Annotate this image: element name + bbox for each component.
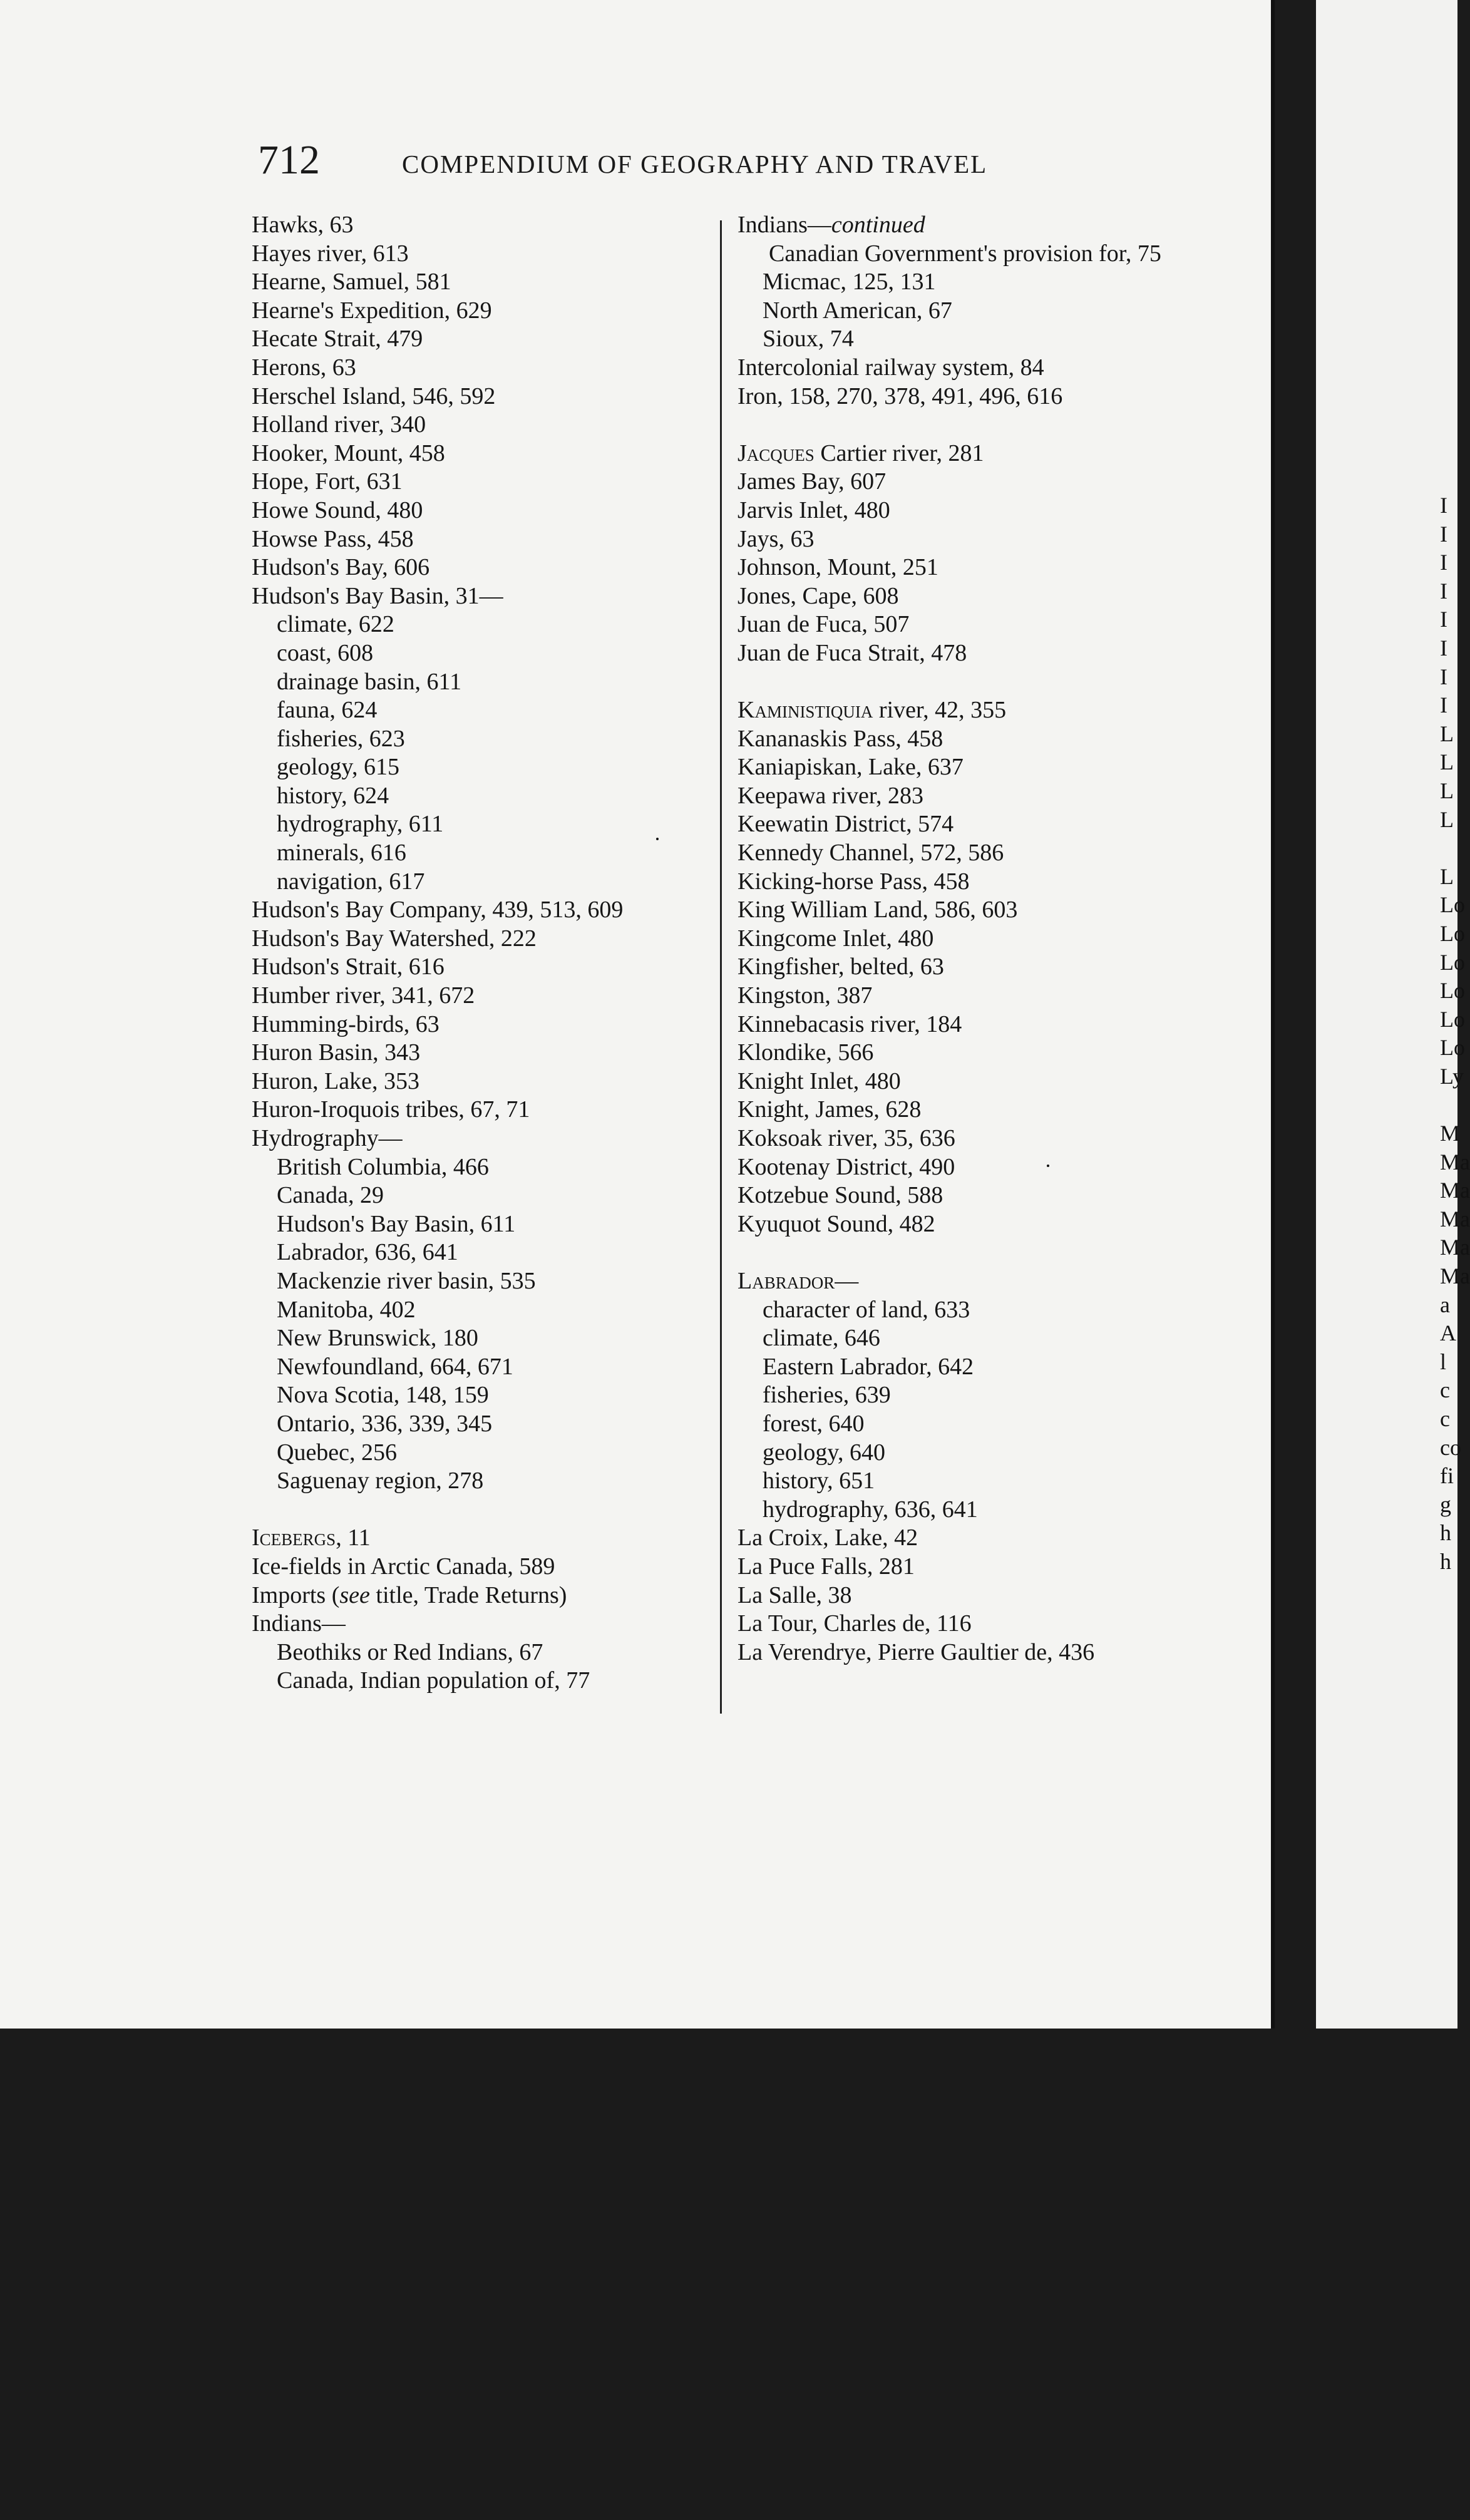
index-entry: Huron-Iroquois tribes, 67, 71 (252, 1096, 530, 1123)
index-entry: Kotzebue Sound, 588 (738, 1182, 943, 1209)
index-subentry: climate, 622 (277, 611, 394, 638)
edge-letter (1440, 834, 1457, 863)
index-entry: Keepawa river, 283 (738, 782, 924, 809)
edge-letter: L (1440, 749, 1454, 775)
index-entry: Iron, 158, 270, 378, 491, 496, 616 (738, 383, 1063, 409)
index-subentry: forest, 640 (763, 1410, 865, 1437)
adjacent-page-letters (1440, 0, 1470, 2520)
index-subentry: history, 624 (277, 782, 389, 809)
index-entry: Knight, James, 628 (738, 1096, 922, 1123)
index-entry: La Croix, Lake, 42 (738, 1525, 918, 1551)
edge-letter: A (1440, 1320, 1456, 1346)
index-entry (738, 1267, 1188, 1296)
edge-letter (1440, 1091, 1457, 1119)
page-header (258, 136, 1084, 187)
index-entry-rest: , 11 (336, 1525, 371, 1551)
index-entry: Hudson's Strait, 616 (252, 954, 445, 980)
index-subentry: Saguenay region, 278 (277, 1468, 484, 1494)
edge-letter: I (1440, 578, 1447, 604)
index-entry (252, 1524, 727, 1553)
edge-letter: Ma (1440, 1235, 1470, 1260)
index-subentry: climate, 646 (763, 1325, 880, 1352)
edge-letter: L (1440, 721, 1454, 746)
index-subentry: fauna, 624 (277, 697, 378, 724)
edge-letter: M (1440, 1121, 1461, 1146)
index-entry: Hope, Fort, 631 (252, 468, 403, 495)
index-subentry: Manitoba, 402 (277, 1296, 416, 1323)
index-column-left (252, 211, 727, 1695)
index-gap (738, 1238, 1188, 1267)
index-subentry: Canada, Indian population of, 77 (277, 1667, 590, 1694)
index-subentry: history, 651 (763, 1468, 875, 1494)
edge-letter: I (1440, 692, 1447, 718)
index-entry: Hearne's Expedition, 629 (252, 297, 492, 324)
index-subentry: Quebec, 256 (277, 1439, 398, 1466)
index-column-right (738, 211, 1188, 1667)
index-letter-heading: Icebergs (252, 1525, 336, 1551)
running-title: COMPENDIUM OF GEOGRAPHY AND TRAVEL (402, 150, 988, 178)
index-entry: La Verendrye, Pierre Gaultier de, 436 (738, 1638, 1095, 1665)
edge-letter: co (1440, 1434, 1461, 1460)
index-letter-heading: Kaministiquia (738, 697, 873, 724)
index-entry: Hudson's Bay, 606 (252, 554, 430, 581)
index-entry: Herschel Island, 546, 592 (252, 383, 496, 409)
edge-letter: L (1440, 806, 1454, 832)
edge-letter: Ma (1440, 1178, 1470, 1203)
edge-letter: I (1440, 635, 1447, 661)
index-entry: Intercolonial railway system, 84 (738, 354, 1044, 381)
index-subentry: Micmac, 125, 131 (763, 269, 936, 296)
ink-speck (1047, 1165, 1049, 1167)
index-entry: Jones, Cape, 608 (738, 582, 899, 609)
index-subentry: New Brunswick, 180 (277, 1325, 478, 1352)
edge-letter: L (1440, 778, 1454, 803)
index-entry: Jarvis Inlet, 480 (738, 496, 890, 523)
index-entry: La Puce Falls, 281 (738, 1553, 915, 1580)
index-entry: Howse Pass, 458 (252, 525, 414, 552)
index-entry-rest: Cartier river, 281 (814, 440, 984, 466)
index-entry: Kaniapiskan, Lake, 637 (738, 754, 964, 781)
index-subentry: fisheries, 639 (763, 1382, 891, 1409)
index-entry: Juan de Fuca, 507 (738, 611, 910, 638)
index-entry: Kingston, 387 (738, 982, 873, 1009)
index-subentry: Eastern Labrador, 642 (763, 1353, 974, 1380)
index-subentry: Newfoundland, 664, 671 (277, 1353, 513, 1380)
index-entry: Kootenay District, 490 (738, 1153, 955, 1180)
index-entry: Klondike, 566 (738, 1039, 874, 1066)
edge-letter: Ma (1440, 1263, 1470, 1289)
edge-letter: Lo (1440, 1006, 1465, 1032)
index-entry: Kananaskis Pass, 458 (738, 725, 943, 752)
index-entry: Humming-birds, 63 (252, 1011, 439, 1037)
edge-letter: a (1440, 1292, 1450, 1317)
index-subentry: Sioux, 74 (763, 326, 854, 352)
edge-letter: g (1440, 1491, 1451, 1517)
edge-letter: I (1440, 607, 1447, 632)
index-entry: Kennedy Channel, 572, 586 (738, 840, 1004, 867)
index-subentry: Mackenzie river basin, 535 (277, 1267, 536, 1294)
index-letter-heading: Labrador (738, 1267, 835, 1294)
index-entry: Ice-fields in Arctic Canada, 589 (252, 1553, 555, 1580)
index-entry: Imports (see title, Trade Returns) (252, 1581, 567, 1608)
column-divider (720, 220, 722, 1714)
edge-letter: fi (1440, 1463, 1454, 1489)
edge-letter: L (1440, 863, 1454, 889)
edge-letter: Lo (1440, 920, 1465, 946)
edge-letter: Lo (1440, 1035, 1465, 1061)
edge-letter: I (1440, 521, 1447, 547)
index-entry (738, 440, 1188, 468)
index-entry: Kicking-horse Pass, 458 (738, 868, 970, 895)
index-entry: La Tour, Charles de, 116 (738, 1610, 972, 1637)
edge-letter: h (1440, 1548, 1451, 1574)
index-gap (252, 1496, 727, 1525)
index-entry: Hearne, Samuel, 581 (252, 269, 451, 296)
edge-letter: I (1440, 493, 1447, 518)
index-entry: Hudson's Bay Company, 439, 513, 609 (252, 897, 624, 923)
index-subentry: navigation, 617 (277, 868, 425, 895)
index-entry: Hudson's Bay Basin, 31— (252, 582, 503, 609)
ink-speck (656, 838, 659, 840)
index-entry: Keewatin District, 574 (738, 811, 954, 838)
index-subentry: Hudson's Bay Basin, 611 (277, 1210, 516, 1237)
index-entry: Humber river, 341, 672 (252, 982, 475, 1009)
index-subentry: Canadian Government's provision for, 75 (769, 240, 1161, 267)
index-entry: Huron Basin, 343 (252, 1039, 421, 1066)
index-subentry: hydrography, 636, 641 (763, 1496, 978, 1523)
edge-letter: I (1440, 550, 1447, 575)
edge-letter: I (1440, 664, 1447, 689)
index-entry: Juan de Fuca Strait, 478 (738, 639, 967, 666)
edge-letter: Ma (1440, 1206, 1470, 1232)
index-subentry: drainage basin, 611 (277, 668, 462, 695)
index-subentry: Nova Scotia, 148, 159 (277, 1382, 489, 1409)
edge-letter: c (1440, 1406, 1450, 1431)
index-entry (738, 696, 1188, 725)
index-entry-rest: — (835, 1267, 859, 1294)
index-entry: Hooker, Mount, 458 (252, 440, 445, 466)
index-entry: Jays, 63 (738, 525, 815, 552)
edge-letter: Ly (1440, 1063, 1464, 1089)
adjacent-page-edge (1316, 0, 1470, 2029)
index-entry: Hecate Strait, 479 (252, 326, 423, 352)
index-subentry: geology, 615 (277, 754, 399, 781)
index-entry: Kingcome Inlet, 480 (738, 925, 934, 952)
index-entry: Huron, Lake, 353 (252, 1067, 420, 1094)
index-entry: Howe Sound, 480 (252, 496, 423, 523)
index-subentry: character of land, 633 (763, 1296, 970, 1323)
index-subentry: Labrador, 636, 641 (277, 1239, 458, 1266)
edge-letter: l (1440, 1349, 1447, 1374)
index-entry: Indians—continued (738, 212, 925, 238)
index-subentry: hydrography, 611 (277, 811, 444, 838)
index-entry: Hudson's Bay Watershed, 222 (252, 925, 537, 952)
index-entry: King William Land, 586, 603 (738, 897, 1018, 923)
index-subentry: Ontario, 336, 339, 345 (277, 1410, 493, 1437)
edge-letter: c (1440, 1377, 1450, 1403)
index-subentry: coast, 608 (277, 639, 374, 666)
index-gap (738, 668, 1188, 697)
edge-letter: Lo (1440, 978, 1465, 1004)
index-entry: Indians— (252, 1610, 346, 1637)
index-entry: Herons, 63 (252, 354, 356, 381)
index-entry: Kinnebacasis river, 184 (738, 1011, 962, 1037)
index-subentry: Canada, 29 (277, 1182, 384, 1209)
index-entry: Hayes river, 613 (252, 240, 409, 267)
index-entry: Kyuquot Sound, 482 (738, 1210, 935, 1237)
edge-letter: Ma (1440, 1149, 1470, 1175)
index-entry: Johnson, Mount, 251 (738, 554, 938, 581)
index-subentry: fisheries, 623 (277, 725, 405, 752)
index-entry: James Bay, 607 (738, 468, 887, 495)
index-entry: Hydrography— (252, 1125, 403, 1151)
index-subentry: British Columbia, 466 (277, 1153, 489, 1180)
index-entry: La Salle, 38 (738, 1581, 852, 1608)
edge-letter: Lo (1440, 949, 1465, 975)
index-entry: Hawks, 63 (252, 212, 354, 238)
index-gap (738, 411, 1188, 440)
index-subentry: minerals, 616 (277, 840, 406, 867)
edge-letter: h (1440, 1520, 1451, 1546)
index-entry: Knight Inlet, 480 (738, 1067, 901, 1094)
index-entry: Koksoak river, 35, 636 (738, 1125, 955, 1151)
index-subentry: North American, 67 (763, 297, 952, 324)
index-subentry: Beothiks or Red Indians, 67 (277, 1638, 543, 1665)
index-entry-rest: river, 42, 355 (873, 697, 1007, 724)
index-entry: Kingfisher, belted, 63 (738, 954, 944, 980)
index-entry: Holland river, 340 (252, 411, 426, 438)
edge-letter: Lo (1440, 892, 1465, 918)
index-subentry: geology, 640 (763, 1439, 885, 1466)
page-number: 712 (258, 137, 320, 183)
index-letter-heading: Jacques (738, 440, 815, 466)
